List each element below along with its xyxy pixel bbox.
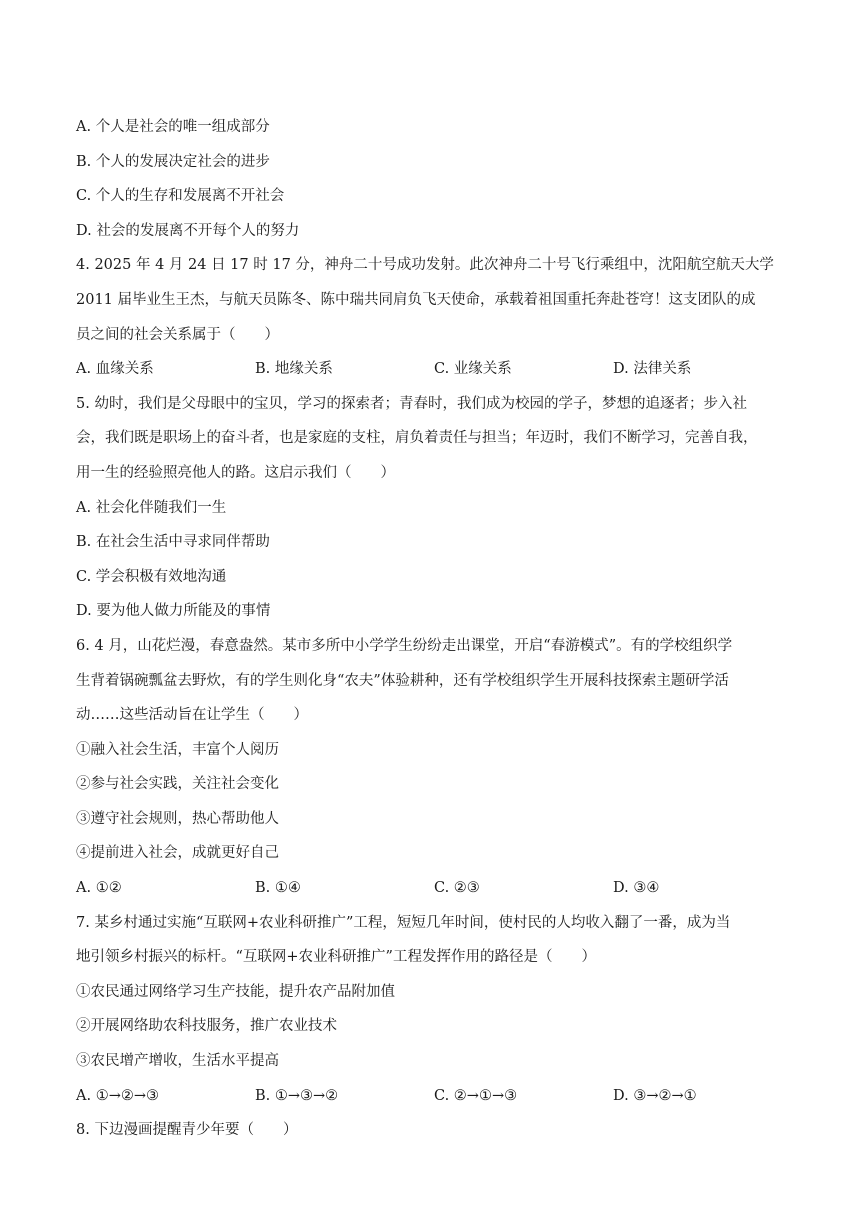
statement-item: ④提前进入社会，成就更好自己 xyxy=(76,845,279,862)
exam-content xyxy=(76,110,792,1148)
option-d[interactable]: D. 要为他人做力所能及的事情 xyxy=(76,603,271,620)
option-a[interactable]: A. 个人是社会的唯一组成部分 xyxy=(76,119,270,135)
statement-item: ②参与社会实践，关注社会变化 xyxy=(76,776,279,793)
option-d[interactable]: D. ③→②→① xyxy=(613,1087,697,1104)
option-c[interactable]: C. 学会积极有效地沟通 xyxy=(76,568,227,585)
statement-item: ③遵守社会规则，热心帮助他人 xyxy=(76,810,279,827)
statement-item: ③农民增产增收，生活水平提高 xyxy=(76,1053,279,1070)
option-b[interactable]: B. 个人的发展决定社会的进步 xyxy=(76,153,270,170)
option-a[interactable]: A. 社会化伴随我们一生 xyxy=(76,499,227,516)
question-stem-line: 4. 2025 年 4 月 24 日 17 时 17 分，神舟二十号成功发射。此次神舟二十号飞行乘组中，沈阳航空航天大学 xyxy=(76,257,774,274)
question-stem-line: 员之间的社会关系属于（ ） xyxy=(76,326,279,343)
question-3-options xyxy=(76,110,792,248)
option-c[interactable]: C. ②→①→③ xyxy=(434,1087,518,1104)
option-d[interactable]: D. 法律关系 xyxy=(613,361,692,378)
options-row xyxy=(76,1079,792,1114)
question-7 xyxy=(76,906,792,1114)
option-a[interactable]: A. ①② xyxy=(76,880,122,897)
options-row xyxy=(76,352,792,387)
question-stem-line: 生背着锅碗瓢盆去野炊，有的学生则化身“农夫”体验耕种，还有学校组织学生开展科技探索主题研学活 xyxy=(76,672,729,689)
question-stem-line: 7. 某乡村通过实施“互联网+农业科研推广”工程，短短几年时间，使村民的人均收入翻了一番，成为当 xyxy=(76,914,731,931)
option-c[interactable]: C. ②③ xyxy=(434,880,480,897)
question-5 xyxy=(76,387,792,629)
question-stem-line: 地引领乡村振兴的标杆。“互联网+农业科研推广”工程发挥作用的路径是（ ） xyxy=(76,949,596,966)
option-c[interactable]: C. 个人的生存和发展离不开社会 xyxy=(76,188,285,205)
option-c[interactable]: C. 业缘关系 xyxy=(434,361,512,378)
question-stem-line: 会，我们既是职场上的奋斗者，也是家庭的支柱，肩负着责任与担当；年迈时，我们不断学习，完善自我， xyxy=(76,430,758,447)
option-b[interactable]: B. ①→③→② xyxy=(255,1087,339,1104)
question-stem-line: 5. 幼时，我们是父母眼中的宝贝，学习的探索者；青春时，我们成为校园的学子，梦想的追逐者；步入社 xyxy=(76,395,747,412)
question-stem-line: 6. 4 月，山花烂漫，春意盎然。某市多所中小学学生纷纷走出课堂，开启“春游模式”。有的学校组织学 xyxy=(76,637,733,654)
option-a[interactable]: A. 血缘关系 xyxy=(76,361,154,378)
option-b[interactable]: B. ①④ xyxy=(255,880,301,897)
options-row xyxy=(76,871,792,906)
statement-item: ①融入社会生活，丰富个人阅历 xyxy=(76,741,279,758)
option-a[interactable]: A. ①→②→③ xyxy=(76,1087,159,1104)
option-d[interactable]: D. ③④ xyxy=(613,880,660,897)
question-6 xyxy=(76,629,792,906)
question-stem-line: 8. 下边漫画提醒青少年要（ ） xyxy=(76,1122,298,1139)
option-b[interactable]: B. 地缘关系 xyxy=(255,361,333,378)
question-stem-line: 用一生的经验照亮他人的路。这启示我们（ ） xyxy=(76,464,395,481)
option-d[interactable]: D. 社会的发展离不开每个人的努力 xyxy=(76,222,300,239)
question-8 xyxy=(76,1113,792,1148)
option-b[interactable]: B. 在社会生活中寻求同伴帮助 xyxy=(76,534,270,551)
question-4 xyxy=(76,248,792,386)
statement-item: ②开展网络助农科技服务，推广农业技术 xyxy=(76,1018,337,1035)
question-stem-line: 动……这些活动旨在让学生（ ） xyxy=(76,707,308,724)
statement-item: ①农民通过网络学习生产技能，提升农产品附加值 xyxy=(76,983,395,1000)
question-stem-line: 2011 届毕业生王杰，与航天员陈冬、陈中瑞共同肩负飞天使命，承载着祖国重托奔赴苍穹！这支团队的成 xyxy=(76,291,756,308)
